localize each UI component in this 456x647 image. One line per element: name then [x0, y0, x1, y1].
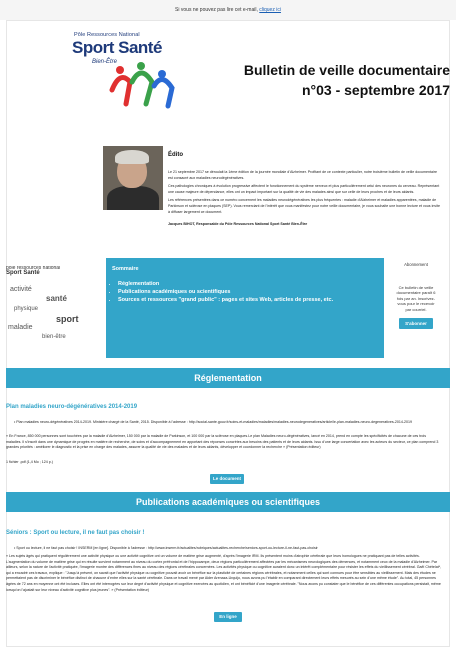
section-band-reglementation: Réglementation: [6, 368, 450, 388]
sommaire-item[interactable]: • Réglementation: [118, 280, 333, 288]
document-button[interactable]: Le document: [210, 474, 244, 484]
view-online-link[interactable]: cliquez ici: [259, 7, 281, 13]
word-cloud-word: maladie: [8, 324, 33, 331]
word-cloud-word: activité: [10, 286, 32, 293]
bulletin-title-line2: n°03 - septembre 2017: [301, 82, 450, 98]
logo-line3: Bien-Être: [92, 59, 118, 65]
subscribe-text: Ce bulletin de veille documentaire paraît 6 fois par an. Inscrivez-vous pour le recevoir par courriel.: [396, 285, 436, 312]
view-online-text: Si vous ne pouvez pas lire cet e-mail,: [175, 7, 258, 13]
logo-psnsbe: [72, 26, 182, 108]
article-summary: « Les sujets âgés qui pratiquent régulièrement une activité physique ou une activité cognitive ont un volume de matière grise augmenté, d'après l'imagerie IRM. Ils présentent moins d'atrophie cérébrale que leurs homologues ne pratiquant pas de telles activités. L'augmentation du volume de matière grise qui en résulte survient notamment au niveau du cortex préfrontal et de l'hippocampe, deux régions particulièrement affectées par les mécanismes neurologiques des démences, et notamment ceux de la maladie d'Alzheimer. Par ailleurs, selon la nature de l'activité pratiquée, l'imagerie montre des différences fines au niveau des régions cérébrales concernées. Les activités physique ou cognitive auraient donc un intérêt complémentaire pour résister les effets du vieillissement cérébral. Gaël Chételat*, qui a encadré ces travaux, explique : "Jusqu'à présent, on savait que l'activité physique ou cognitive pouvait avoir un bénéfice sur la plasticité de certaines régions cérébrales, et notamment celles qui sont connues pour être sensibles au vieillissement. Mais des études ne permettaient pas de discriminer le bénéfice distinct de chacune d'entre elles sur la santé cérébrale. Dans ce travail mené par Aider Arenaza-Urquijo, nous avons pu l'établir en comparant directement leurs effets mesurés au sein d'une même étude". Au total, 45 personnes âgées de 72 ans en moyenne ont été incluses. Elles ont été interrogées sur leur degré d'activité physique et cognitive exercées au quotidien, et ont bénéficié d'une imagerie cérébrale. "Nous avons pu constater que le bénéfice de ces différentes occupations persistait, même lorsqu'on l'ajustait sur leur niveau d'activité cognitive plus jeunes". » (Présentation éditeur): [6, 554, 442, 592]
author-photo: [103, 146, 163, 210]
subscribe-button[interactable]: S'abonner: [399, 318, 433, 329]
logo-line1: Pôle Ressources National: [74, 32, 140, 38]
edito-heading: Édito: [168, 152, 183, 158]
sommaire-item[interactable]: • Sources et ressources "grand public" : pages et sites Web, articles de presse, etc.: [118, 296, 333, 304]
word-cloud-title: pôle ressources national: [6, 266, 61, 271]
article-reference-text: Sport ou lecture, il ne faut pas choisir ! INSERM [en ligne]. Disponible à l'adresse : http://www.inserm.fr/actualites/rubriques/actualites-recherche/seniors-sport-ou-lecture-il-ne-faut-pas-choisir: [16, 546, 318, 550]
logo-figures-icon: [108, 60, 178, 110]
article-summary: « En France, 850 000 personnes sont touchées par la maladie d'Alzheimer, 150 000 par la maladie de Parkinson, et 100 000 par la sclérose en plaques.Le plan Maladies neuro-dégénératives, lancé en 2014, prend en compte les spécificités de chacune de ces trois maladies. Il s'inscrit dans une dynamique de progrès en matière de recherche, de soins et d'accompagnement en apportant des réponses concrètes aux besoins des patients et de leurs aidants. Issu d'une large concertation avec les acteurs du secteur, ce plan comprend 3 grandes priorités : améliorer le diagnostic et la prise en charge des malades, assurer la qualité de vie des malades et de leurs aidants, développer et coordonner la recherche » (Présentation éditeur): [6, 434, 439, 450]
section-article-title[interactable]: Plan maladies neuro-dégénératives 2014-2019: [6, 404, 138, 410]
view-online-bar: [0, 0, 456, 20]
sommaire-heading: Sommaire: [112, 266, 139, 272]
subscribe-panel: [388, 258, 444, 358]
sommaire-list: [112, 280, 333, 304]
word-cloud-image: [6, 266, 106, 348]
edito-paragraph: Les références présentées dans ce numéro concernent les maladies neurodégénératives les plus fréquentes : maladie d'Alzheimer et maladies apparentées, maladie de Parkinson et sclérose en plaques (SEP). Vous remerciant de l'intérêt que vous manifestez pour notre veille documentaire, je vous souhaite une bonne lecture et vous invite à diffuser largement ce document.: [168, 198, 440, 214]
online-button[interactable]: En ligne: [214, 612, 242, 622]
section-band-publications: Publications académiques ou scientifiques: [6, 492, 450, 512]
article-reference: • Sport ou lecture, il ne faut pas choisir ! INSERM [en ligne]. Disponible à l'adresse : http://www.inserm.fr/actualites/rubriques/actualites-recherche/seniors-sport-ou-lecture-il-ne-faut-pas-choisir: [14, 546, 318, 550]
bulletin-title-line1: Bulletin de veille documentaire: [243, 62, 450, 78]
article-reference-text: Plan maladies neuro-dégénératives 2014-2019. Ministère chargé de la Santé, 2015. Disponible à l'adresse : http://social-sante.gouv.fr/soins-et-maladies/maladies/maladies-neurodegeneratives/article/le-plan-maladies-neuro-degeneratives-2014-2019: [16, 420, 413, 424]
subscribe-heading: Abonnement: [404, 262, 428, 267]
sommaire-panel: [106, 258, 384, 358]
edito-paragraph: Ces pathologies chroniques à évolution progressive affectent le fonctionnement du système nerveux et plus particulièrement celui des neurones du cerveau. Représentant une cause majeure de dépendance, elles ont un impact important sur la qualité de vie des malades ainsi que sur celle de leurs proches et de leurs aidants.: [168, 184, 440, 194]
edito-text: [168, 170, 440, 230]
section-article-title[interactable]: Séniors : Sport ou lecture, il ne faut pas choisir !: [6, 530, 145, 536]
edito-signature: Jacques BIHOT, Responsable du Pôle Ressources National Sport Santé Bien-Être: [168, 221, 308, 226]
logo-line2: Sport Santé: [72, 38, 162, 57]
word-cloud-word: sport: [56, 314, 79, 324]
bulletin-title: [230, 62, 450, 98]
word-cloud-word: bien-être: [42, 334, 66, 340]
word-cloud-word: physique: [14, 306, 39, 312]
sommaire-item[interactable]: • Publications académiques ou scientifiques: [118, 288, 333, 296]
edito-paragraph: Le 21 septembre 2017 se déroulait la 1ème édition de la journée mondiale d'Alzheimer. Profitant de ce contexte particulier, notre troisième bulletin de veille documentaire est consacré aux maladies neurodégénératives.: [168, 170, 437, 180]
article-file-info: 1 fichier .pdf (1,4 Mo ; 124 p.): [6, 460, 53, 464]
word-cloud-subtitle: Sport Santé: [6, 270, 40, 276]
word-cloud-word: santé: [46, 294, 67, 303]
article-reference: • Plan maladies neuro-dégénératives 2014-2019. Ministère chargé de la Santé, 2015. Disponible à l'adresse : http://social-sante.gouv.fr/soins-et-maladies/maladies/maladies-neurodegeneratives/article/le-plan-maladies-neuro-degeneratives-2014-2019: [14, 420, 413, 424]
